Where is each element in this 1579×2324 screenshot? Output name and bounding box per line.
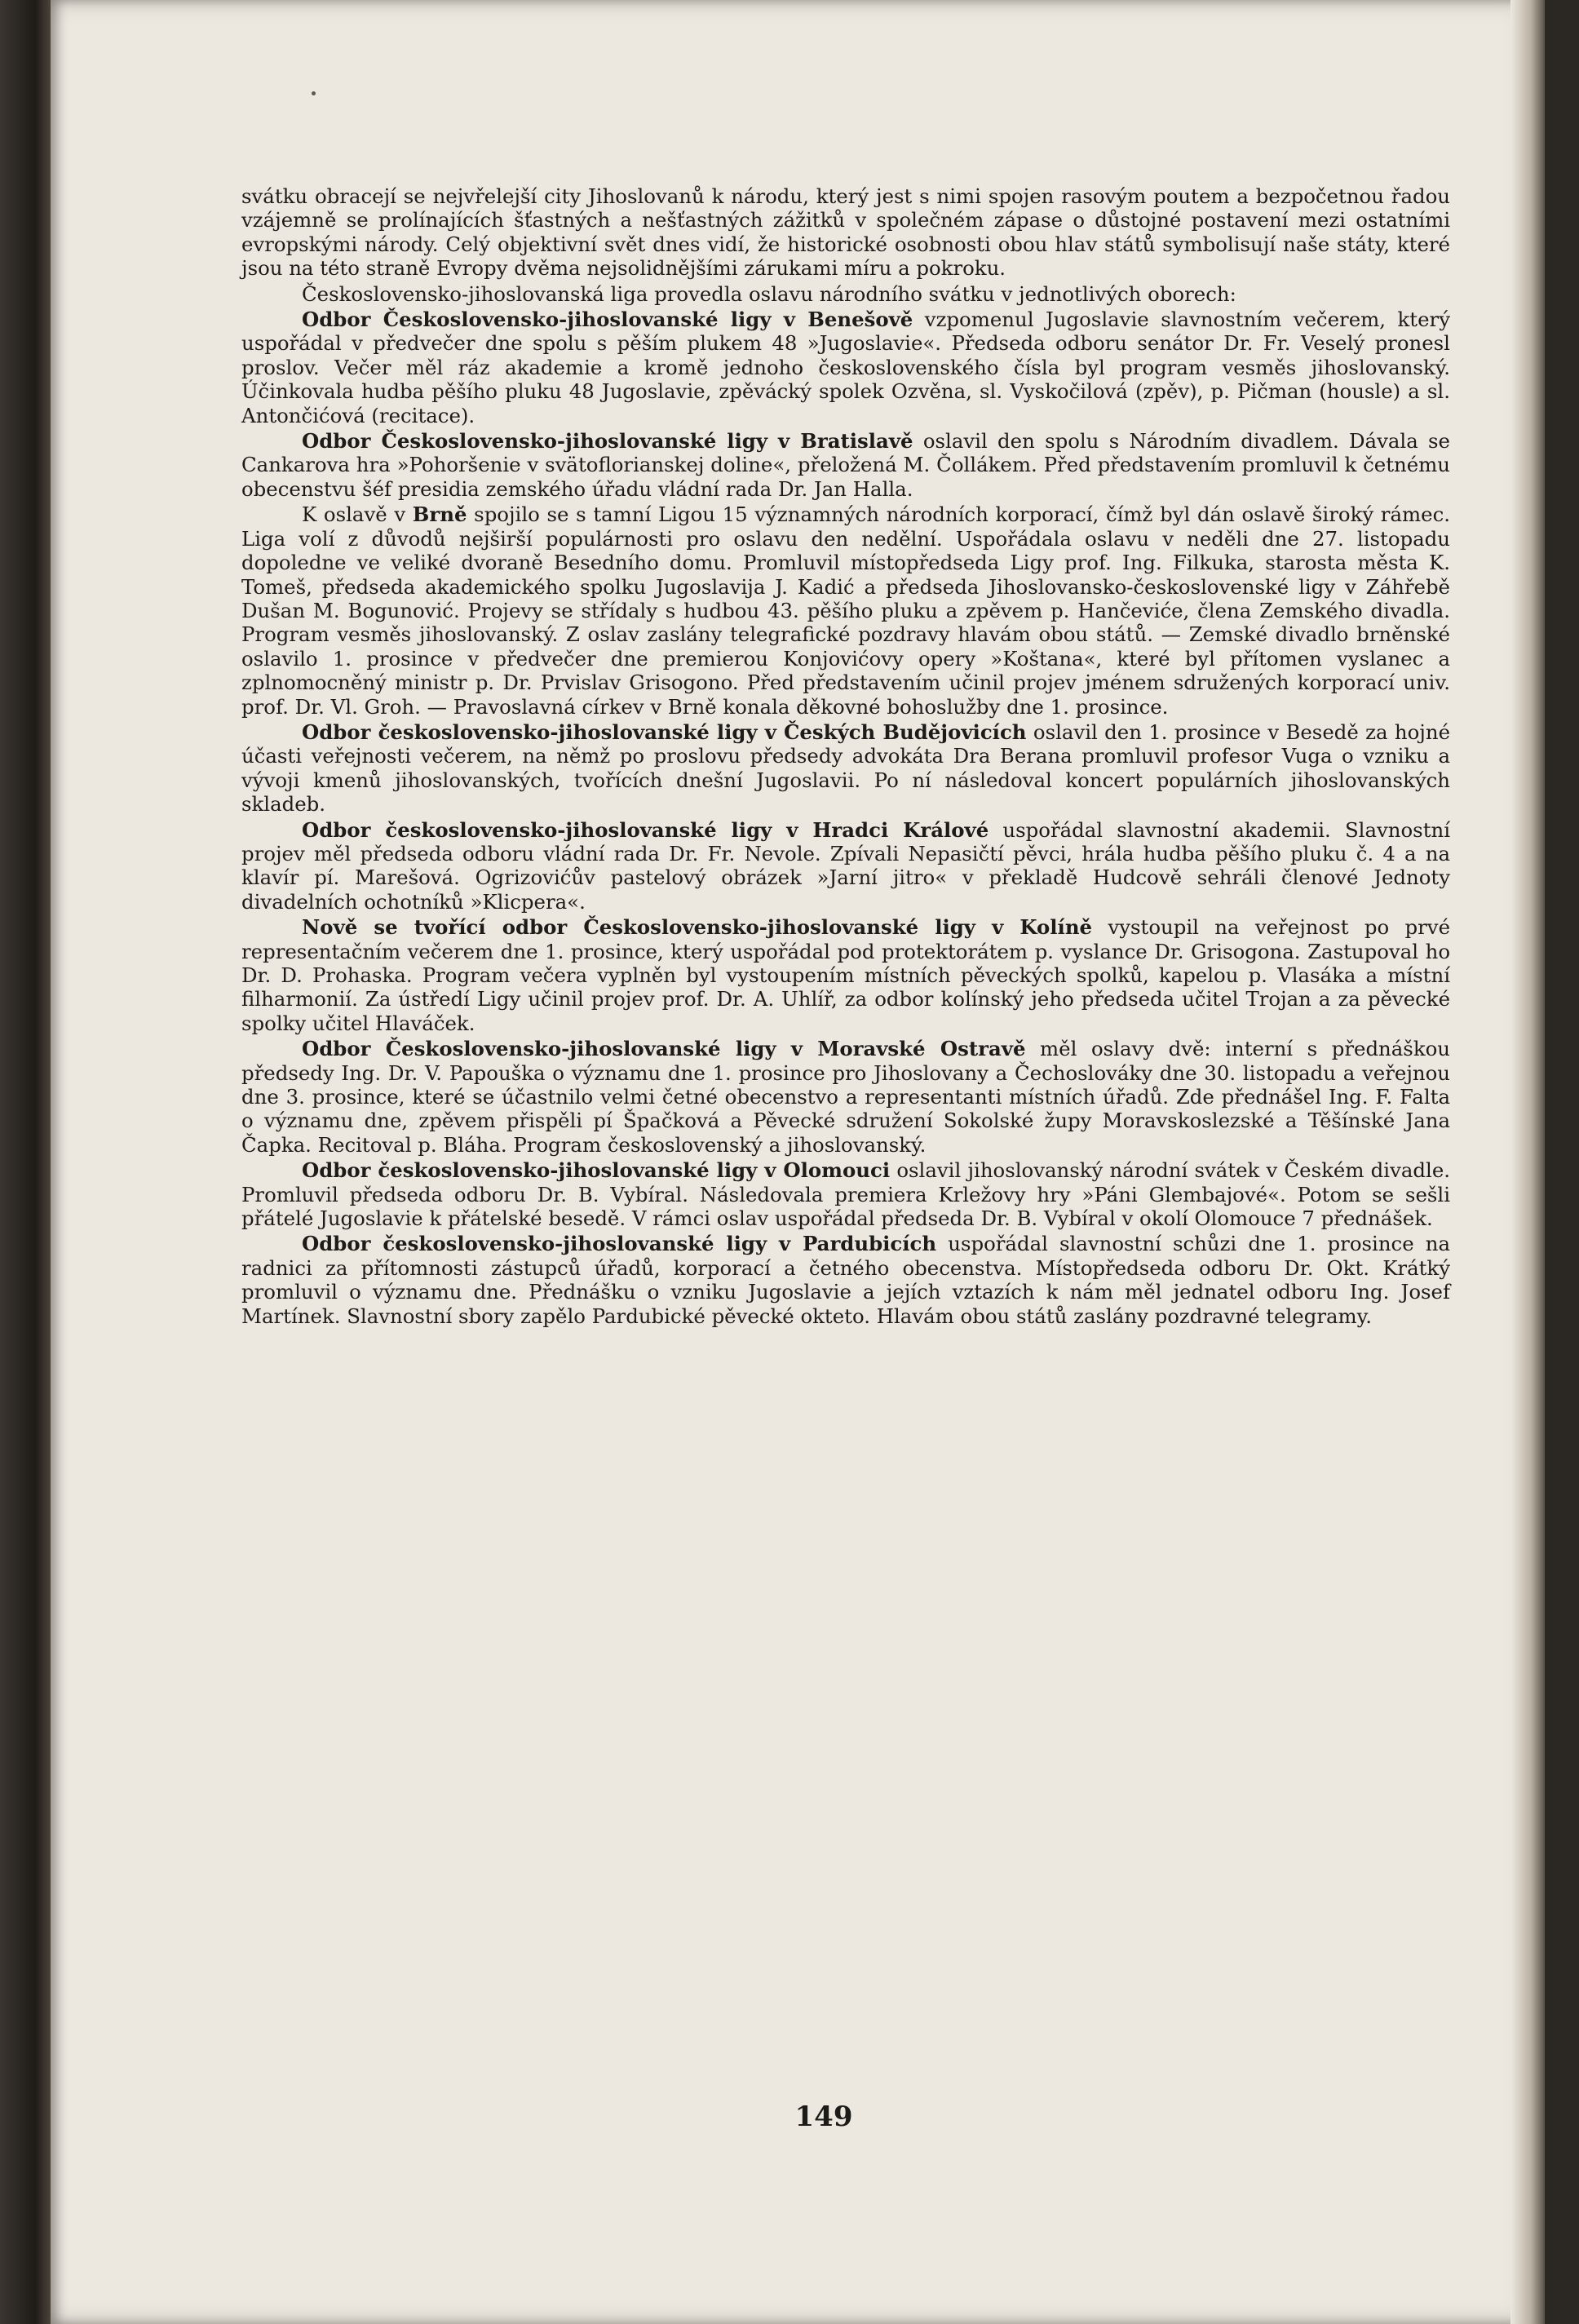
book-spine	[0, 0, 51, 2324]
paragraph	[241, 1158, 1450, 1230]
paragraph-heading: Odbor československo-jihoslovanské ligy v Českých Budějovicích	[302, 719, 1027, 744]
print-speck	[312, 91, 316, 95]
page-edge-shadow	[1510, 0, 1545, 2324]
paragraph-heading: Odbor československo-jihoslovanské ligy v Hradci Králové	[302, 817, 989, 842]
paragraph	[241, 915, 1450, 1035]
paragraph	[241, 282, 1450, 306]
paragraph	[241, 429, 1450, 501]
paragraph-text: spojilo se s tamní Ligou 15 významných národních korporací, čímž byl dán oslavě široký rámec. Liga volí z důvodů nejširší populárnosti pro oslavu den nedělní. Uspořádala oslavu v neděli dne 27. listopadu dopoledne ve veliké dvoraně Besedního domu. Promluvil místopředseda Ligy prof. Ing. Filkuka, starosta města K. Tomeš, předseda akademického spolku Jugoslavija J. Kadić a předseda Jihoslovansko-československé ligy v Záhřebě Dušan M. Bogunović. Projevy se střídaly s hudbou 43. pěšího pluku a zpěvem p. Hančeviće, člena Zemského divadla. Program vesměs jihoslovanský. Z oslav zaslány telegrafické pozdravy hlavám obou států. — Zemské divadlo brněnské oslavilo 1. prosince v předvečer dne premierou Konjovićovy opery »Koštana«, které byl přítomen vyslanec a zplnomocněný ministr p. Dr. Prvislav Grisogono. Před představením učinil projev jménem sdružených korporací univ. prof. Dr. Vl. Groh. — Pravoslavná církev v Brně konala děkovné bohoslužby dne 1. prosince.	[241, 502, 1450, 719]
paragraph	[241, 720, 1450, 817]
paragraph-heading: Odbor československo-jihoslovanské ligy v Olomouci	[302, 1158, 891, 1183]
paragraph-text: Československo-jihoslovanská liga provedla oslavu národního svátku v jednotlivých oborech:	[302, 281, 1236, 306]
body-text	[241, 184, 1450, 1328]
paragraph-text: vystoupil na veřejnost po prvé representačním večerem dne 1. prosince, který uspořádal pod protektorátem p. vyslance Dr. Grisogona. Zastupoval ho Dr. D. Prohaska. Program večera vyplněn byl vystoupením místních pěveckých spolků, kapelou p. Vlasáka a místní filharmonií. Za ústředí Ligy učinil projev prof. Dr. A. Uhlíř, za odbor kolínský jeho předseda učitel Trojan a za pěvecké spolky učitel Hlaváček.	[241, 915, 1451, 1035]
paragraph-text: uspořádal slavnostní akademii. Slavnostní projev měl předseda odboru vládní rada Dr. Fr. Nevole. Zpívali Nepasičtí pěvci, hrála hudba pěšího pluku č. 4 a na klavír pí. Marešová. Ogrizovićův pastelový obrázek »Jarní jitro« v překladě Hudcově sehráli členové Jednoty divadelních ochotníků »Klicpera«.	[241, 817, 1451, 914]
paragraph	[241, 818, 1450, 914]
paragraph-text: oslavil jihoslovanský národní svátek v Českém divadle. Promluvil předseda odboru Dr. B. Vybíral. Následovala premiera Krležovy hry »Páni Glembajové«. Potom se sešli přátelé Jugoslavie k přátelské besedě. V rámci oslav uspořádal předseda Dr. B. Vybíral v okolí Olomouce 7 přednášek.	[241, 1158, 1451, 1231]
paragraph-text: oslavil den spolu s Národním divadlem. Dávala se Cankarova hra »Pohoršenie v svätoflorianskej doline«, přeložená M. Čollákem. Před představením promluvil k četnému obecenstvu šéf presidia zemského úřadu vládní rada Dr. Jan Halla.	[241, 429, 1450, 501]
paragraph-heading: Odbor Československo-jihoslovanské ligy v Bratislavě	[302, 429, 913, 454]
page-number: 149	[794, 2100, 853, 2133]
paragraph	[241, 184, 1450, 281]
paragraph-text: oslavil den 1. prosince v Besedě za hojné účasti veřejnosti večerem, na němž po proslovu předsedy advokáta Dra Berana promluvil profesor Vuga o vzniku a vývoji kmenů jihoslovanských, tvořících dnešní Jugoslavii. Po ní následoval koncert populárních jihoslovanských skladeb.	[241, 719, 1451, 817]
paragraph	[241, 308, 1450, 427]
paragraph-text: svátku obracejí se nejvřelejší city Jihoslovanů k národu, který jest s nimi spojen rasovým poutem a bezpočetnou řadou vzájemně se prolínajících šťastných a nešťastných zážitků v společném zápase o důstojné postavení mezi ostatními evropskými národy. Celý objektivní svět dnes vidí, že historické osobnosti obou hlav států symbolisují naše státy, které jsou na této straně Evropy dvěma nejsolidnějšími zárukami míru a pokroku.	[241, 184, 1450, 281]
paragraph-heading: Odbor Československo-jihoslovanské ligy v Moravské Ostravě	[302, 1037, 1026, 1061]
paragraph-heading: Odbor československo-jihoslovanské ligy v Pardubicích	[302, 1232, 937, 1256]
paragraph	[241, 502, 1450, 719]
paragraph	[241, 1037, 1450, 1157]
paragraph-text: měl oslavy dvě: interní s přednáškou předsedy Ing. Dr. V. Papouška o významu dne 1. prosince pro Jihoslovany a Čechoslováky dne 30. listopadu a veřejnou dne 3. prosince, které se účastnilo velmi četné obecenstvo a representanti místních úřadů. Zde přednášel Ing. F. Falta o významu dne, zpěvem přispěli pí Špačková a Pěvecké sdružení Sokolské župy Moravskoslezské a Těšínské Jana Čapka. Recitoval p. Bláha. Program československý a jihoslovanský.	[241, 1037, 1450, 1157]
paragraph-heading: Brně	[412, 502, 467, 527]
paragraph-text: uspořádal slavnostní schůzi dne 1. prosince na radnici za přítomnosti zástupců úřadů, korporací a četného obecenstva. Místopředseda odboru Dr. Okt. Krátký promluvil o významu dne. Přednášku o vzniku Jugoslavie a jejích vztazích k nám měl jednatel odboru Ing. Josef Martínek. Slavnostní sbory zapělo Pardubické pěvecké okteto. Hlavám obou států zaslány pozdravné telegramy.	[241, 1232, 1450, 1328]
paragraph-text: K oslavě v	[302, 502, 413, 527]
paragraph-heading: Odbor Československo-jihoslovanské ligy v Benešově	[302, 308, 913, 332]
paragraph-text: vzpomenul Jugoslavie slavnostním večerem, který uspořádal v předvečer dne spolu s pěším plukem 48 »Jugoslavie«. Předseda odboru senátor Dr. Fr. Veselý pronesl proslov. Večer měl ráz akademie a kromě jednoho československého čísla byl program vesměs jihoslovanský. Účinkovala hudba pěšího pluku 48 Jugoslavie, zpěvácký spolek Ozvěna, sl. Vyskočilová (zpěv), p. Pičman (housle) a sl. Antončićová (recitace).	[241, 308, 1450, 427]
paragraph	[241, 1232, 1450, 1328]
paragraph-heading: Nově se tvořící odbor Československo-jihoslovanské ligy v Kolíně	[302, 915, 1093, 940]
